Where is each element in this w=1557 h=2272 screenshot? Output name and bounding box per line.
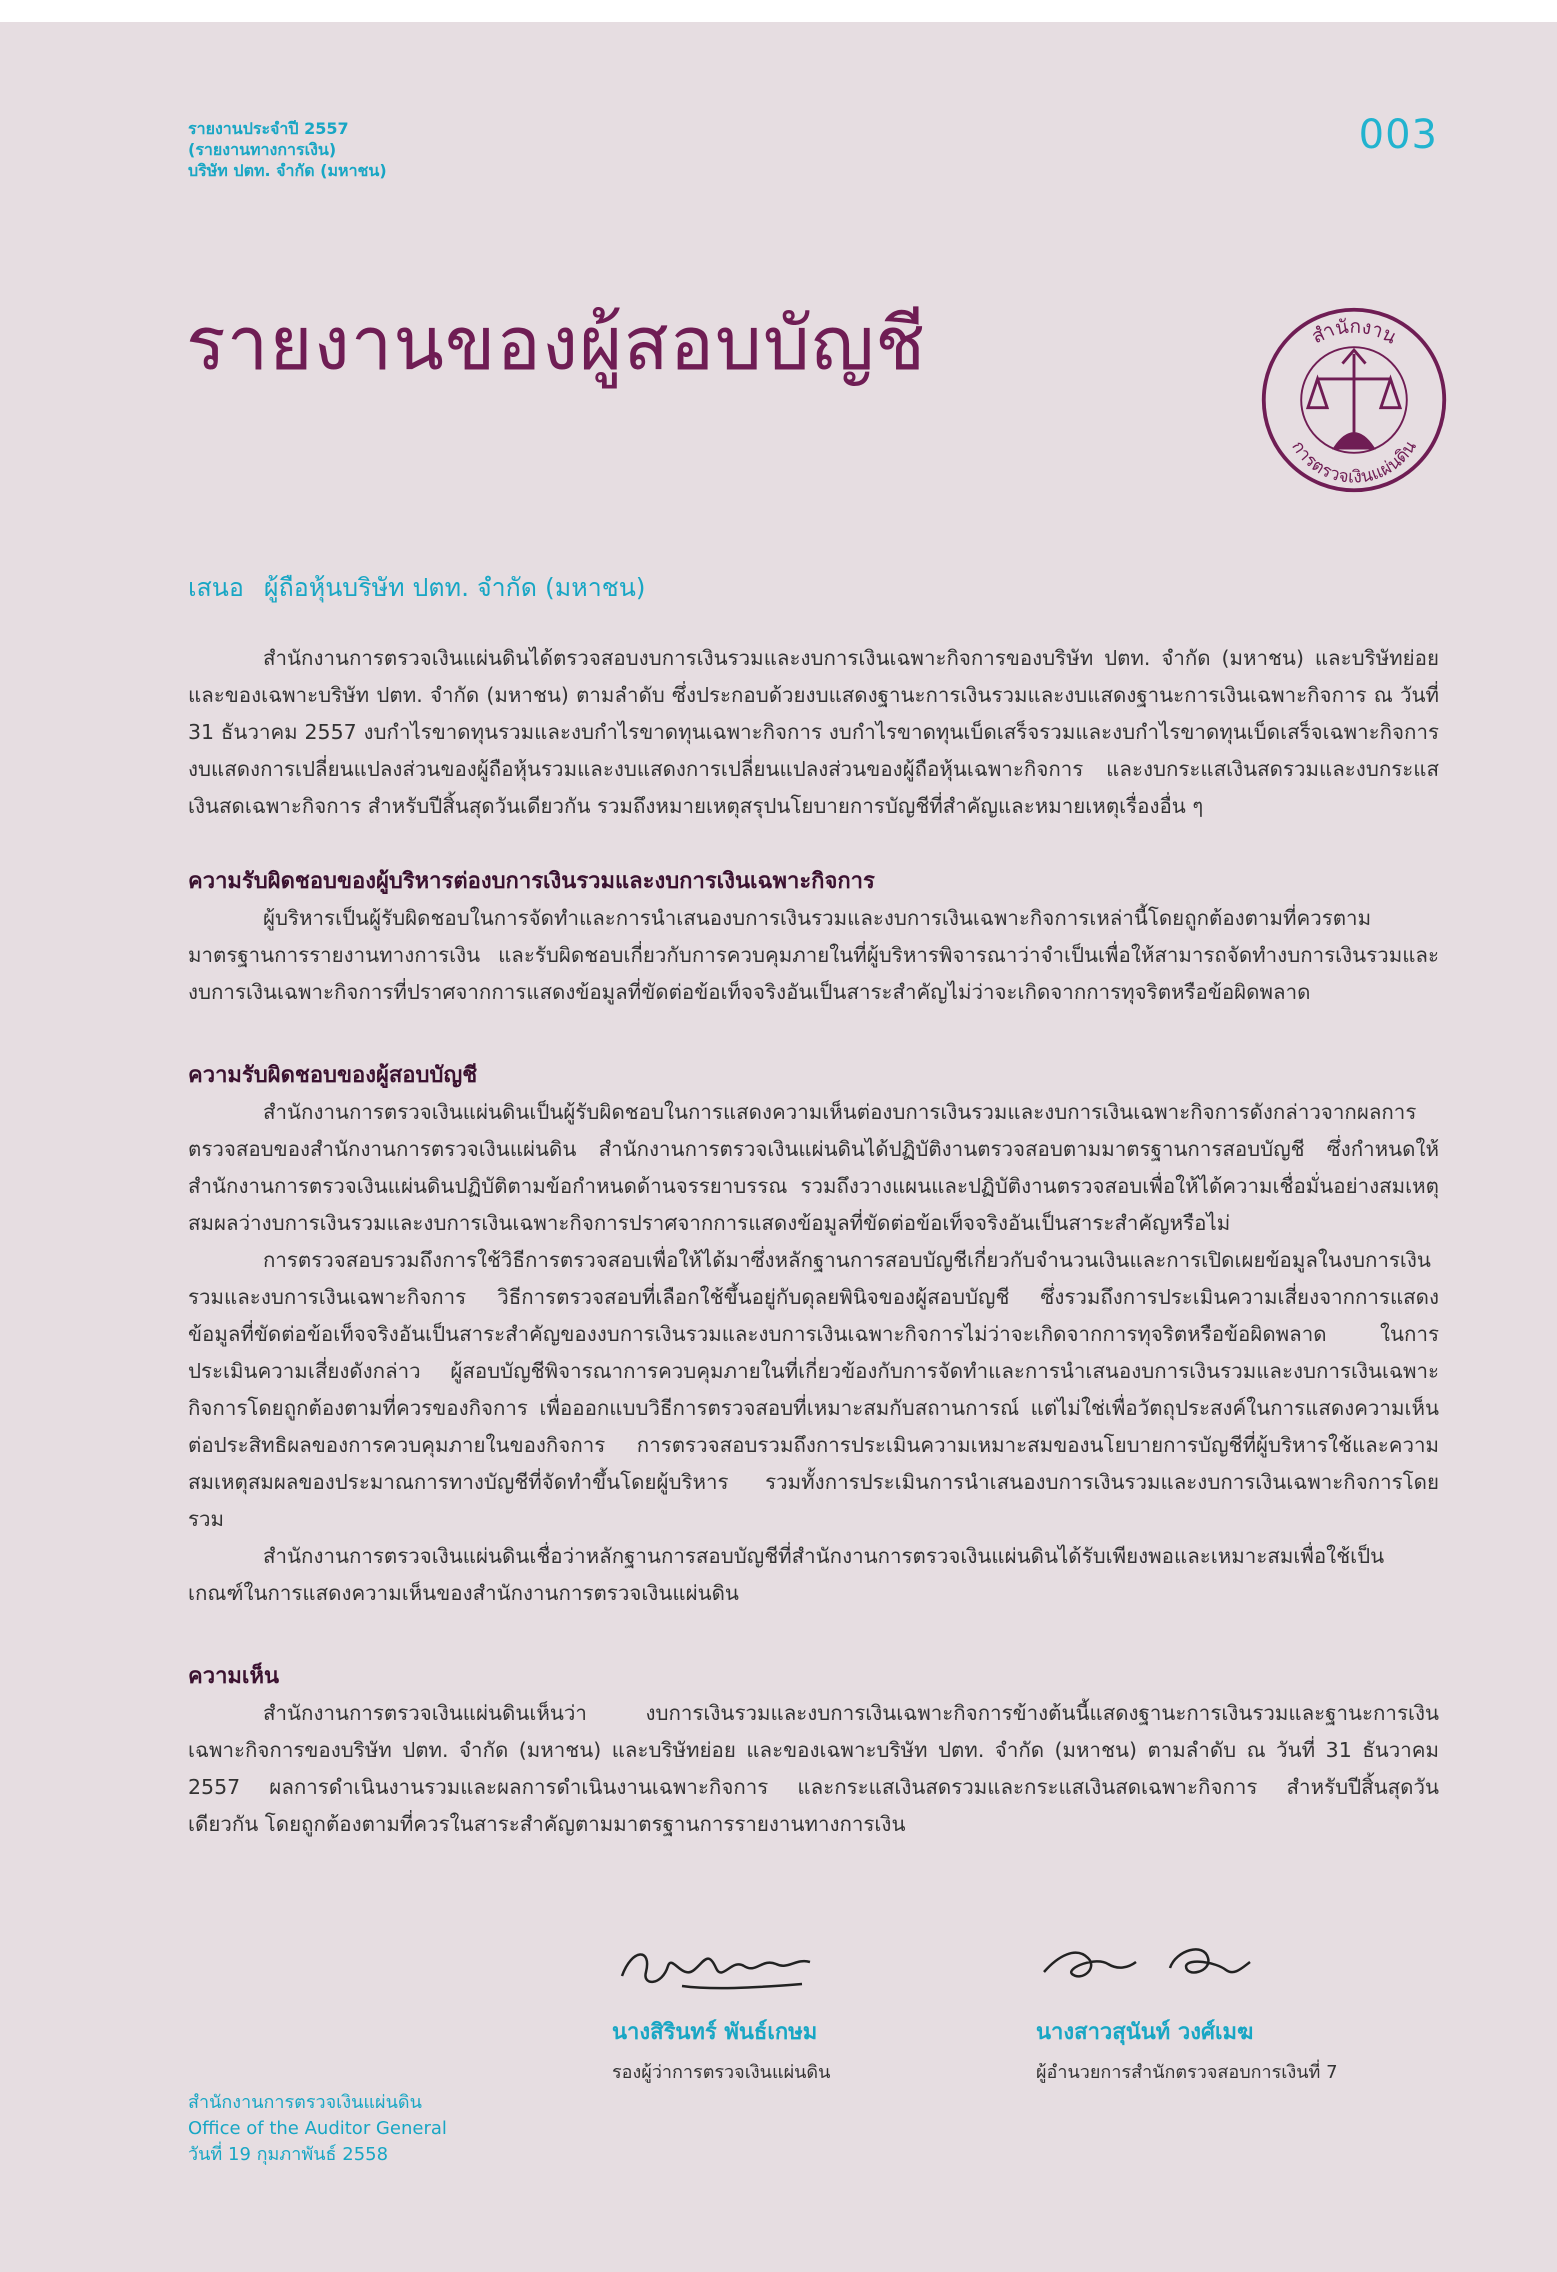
seal-top-text: สำนักงาน [1308,314,1401,349]
running-header [188,118,387,181]
page-title: รายงานของผู้สอบบัญชี [186,301,927,387]
section-heading-management: ความรับผิดชอบของผู้บริหารต่องบการเงินรวมและงบการเงินเฉพาะกิจการ [188,869,875,894]
office-name-english: Office of the Auditor General [188,2118,447,2139]
signatory-name-2: นางสาวสุนันท์ วงศ์เมฆ [1036,2020,1254,2045]
header-report-title: รายงานประจำปี 2557 [188,119,349,138]
section-heading-auditor: ความรับผิดชอบของผู้สอบบัญชี [188,1063,478,1088]
management-paragraph: ผู้บริหารเป็นผู้รับผิดชอบในการจัดทำและการนำเสนองบการเงินรวมและงบการเงินเฉพาะกิจการเหล่านี้โดยถูกต้องตามที่ควรตามมาตรฐานการรายงานทางการเงิน และรับผิดชอบเกี่ยวกับการควบคุมภายในที่ผู้บริหารพิจารณาว่าจำเป็นเพื่อให้สามารถจัดทำงบการเงินรวมและงบการเงินเฉพาะกิจการที่ปราศจากการแสดงข้อมูลที่ขัดต่อข้อเท็จจริงอันเป็นสาระสำคัญไม่ว่าจะเกิดจากการทุจริตหรือข้อผิดพลาด [188,906,1439,1004]
signature-block-1 [612,1928,972,2086]
signatory-name-1: นางสิรินทร์ พันธ์เกษม [612,2020,818,2045]
report-body [188,640,1439,1843]
seal-bottom-text: การตรวจเงินแผ่นดิน [1287,437,1421,488]
page-number: 003 [1358,112,1438,158]
section-heading-opinion: ความเห็น [188,1664,279,1689]
header-report-subtitle: (รายงานทางการเงิน) [188,140,337,159]
report-date: วันที่ 19 กุมภาพันธ์ 2558 [188,2144,389,2165]
signatory-role-1: รองผู้ว่าการตรวจเงินแผ่นดิน [612,2062,831,2083]
auditor-paragraph-3: สำนักงานการตรวจเงินแผ่นดินเชื่อว่าหลักฐานการสอบบัญชีที่สำนักงานการตรวจเงินแผ่นดินได้รับเพียงพอและเหมาะสมเพื่อใช้เป็นเกณฑ์ในการแสดงความเห็นของสำนักงานการตรวจเงินแผ่นดิน [188,1544,1385,1605]
signature-block-2 [1036,1928,1396,2086]
handwritten-signature-1 [612,1928,842,1998]
addressee-prefix: เสนอ [188,573,244,602]
header-company-name: บริษัท ปตท. จำกัด (มหาชน) [188,161,387,180]
auditor-seal-logo [1258,304,1450,496]
office-footer [188,2090,447,2168]
auditor-paragraph-1: สำนักงานการตรวจเงินแผ่นดินเป็นผู้รับผิดชอบในการแสดงความเห็นต่องบการเงินรวมและงบการเงินเฉพาะกิจการดังกล่าวจากผลการตรวจสอบของสำนักงานการตรวจเงินแผ่นดิน สำนักงานการตรวจเงินแผ่นดินได้ปฏิบัติงานตรวจสอบตามมาตรฐานการสอบบัญชี ซึ่งกำหนดให้สำนักงานการตรวจเงินแผ่นดินปฏิบัติตามข้อกำหนดด้านจรรยาบรรณ รวมถึงวางแผนและปฏิบัติงานตรวจสอบเพื่อให้ได้ความเชื่อมั่นอย่างสมเหตุสมผลว่างบการเงินรวมและงบการเงินเฉพาะกิจการปราศจากการแสดงข้อมูลที่ขัดต่อข้อเท็จจริงอันเป็นสาระสำคัญหรือไม่ [188,1100,1439,1235]
signatory-role-2: ผู้อำนวยการสำนักตรวจสอบการเงินที่ 7 [1036,2062,1338,2083]
handwritten-signature-2 [1036,1928,1266,1998]
addressee-name: ผู้ถือหุ้นบริษัท ปตท. จำกัด (มหาชน) [263,573,646,602]
report-page [0,22,1557,2272]
office-name-thai: สำนักงานการตรวจเงินแผ่นดิน [188,2092,422,2113]
addressee-line [188,568,646,608]
opinion-paragraph: สำนักงานการตรวจเงินแผ่นดินเห็นว่า งบการเงินรวมและงบการเงินเฉพาะกิจการข้างต้นนี้แสดงฐานะการเงินรวมและฐานะการเงินเฉพาะกิจการของบริษัท ปตท. จำกัด (มหาชน) และบริษัทย่อย และของเฉพาะบริษัท ปตท. จำกัด (มหาชน) ตามลำดับ ณ วันที่ 31 ธันวาคม 2557 ผลการดำเนินงานรวมและผลการดำเนินงานเฉพาะกิจการ และกระแสเงินสดรวมและกระแสเงินสดเฉพาะกิจการ สำหรับปีสิ้นสุดวันเดียวกัน โดยถูกต้องตามที่ควรในสาระสำคัญตามมาตรฐานการรายงานทางการเงิน [188,1701,1439,1836]
intro-paragraph: สำนักงานการตรวจเงินแผ่นดินได้ตรวจสอบงบการเงินรวมและงบการเงินเฉพาะกิจการของบริษัท ปตท. จำกัด (มหาชน) และบริษัทย่อย และของเฉพาะบริษัท ปตท. จำกัด (มหาชน) ตามลำดับ ซึ่งประกอบด้วยงบแสดงฐานะการเงินรวมและงบแสดงฐานะการเงินเฉพาะกิจการ ณ วันที่ 31 ธันวาคม 2557 งบกำไรขาดทุนรวมและงบกำไรขาดทุนเฉพาะกิจการ งบกำไรขาดทุนเบ็ดเสร็จรวมและงบกำไรขาดทุนเบ็ดเสร็จเฉพาะกิจการ งบแสดงการเปลี่ยนแปลงส่วนของผู้ถือหุ้นรวมและงบแสดงการเปลี่ยนแปลงส่วนของผู้ถือหุ้นเฉพาะกิจการ และงบกระแสเงินสดรวมและงบกระแสเงินสดเฉพาะกิจการ สำหรับปีสิ้นสุดวันเดียวกัน รวมถึงหมายเหตุสรุปนโยบายการบัญชีที่สำคัญและหมายเหตุเรื่องอื่น ๆ [188,646,1439,818]
auditor-paragraph-2: การตรวจสอบรวมถึงการใช้วิธีการตรวจสอบเพื่อให้ได้มาซึ่งหลักฐานการสอบบัญชีเกี่ยวกับจำนวนเงินและการเปิดเผยข้อมูลในงบการเงินรวมและงบการเงินเฉพาะกิจการ วิธีการตรวจสอบที่เลือกใช้ขึ้นอยู่กับดุลยพินิจของผู้สอบบัญชี ซึ่งรวมถึงการประเมินความเสี่ยงจากการแสดงข้อมูลที่ขัดต่อข้อเท็จจริงอันเป็นสาระสำคัญของงบการเงินรวมและงบการเงินเฉพาะกิจการไม่ว่าจะเกิดจากการทุจริตหรือข้อผิดพลาด ในการประเมินความเสี่ยงดังกล่าว ผู้สอบบัญชีพิจารณาการควบคุมภายในที่เกี่ยวข้องกับการจัดทำและการนำเสนองบการเงินรวมและงบการเงินเฉพาะกิจการโดยถูกต้องตามที่ควรของกิจการ เพื่อออกแบบวิธีการตรวจสอบที่เหมาะสมกับสถานการณ์ แต่ไม่ใช่เพื่อวัตถุประสงค์ในการแสดงความเห็นต่อประสิทธิผลของการควบคุมภายในของกิจการ การตรวจสอบรวมถึงการประเมินความเหมาะสมของนโยบายการบัญชีที่ผู้บริหารใช้และความสมเหตุสมผลของประมาณการทางบัญชีที่จัดทำขึ้นโดยผู้บริหาร รวมทั้งการประเมินการนำเสนองบการเงินรวมและงบการเงินเฉพาะกิจการโดยรวม [188,1248,1439,1531]
